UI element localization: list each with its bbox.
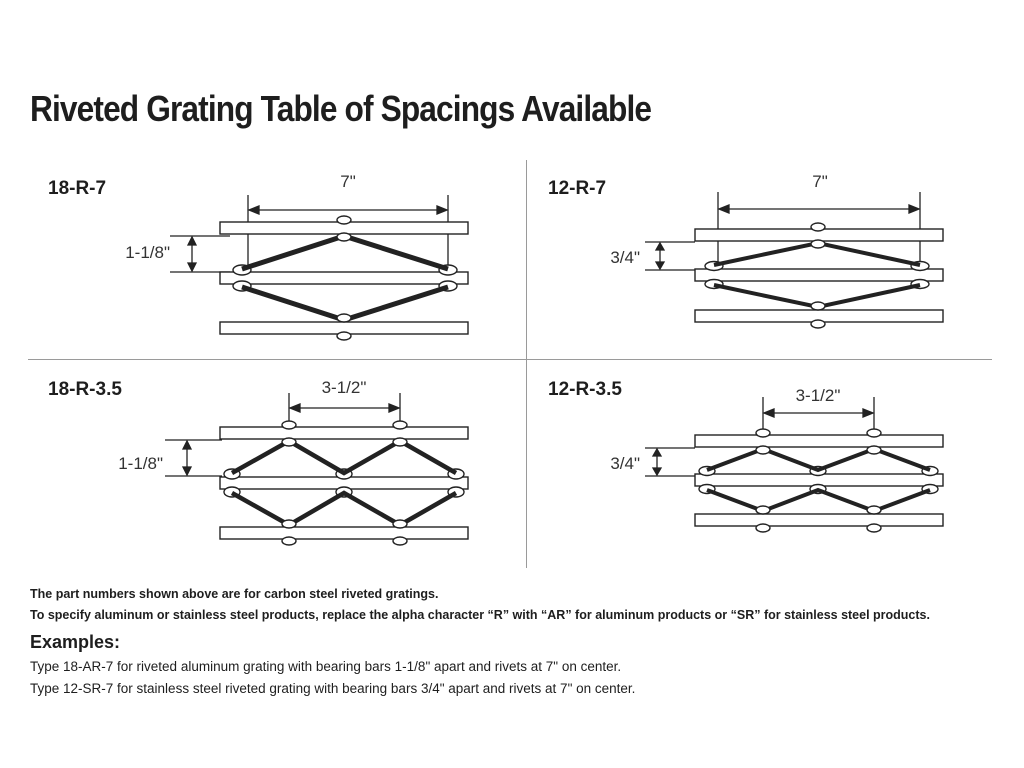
rivet-spacing-label: 7" — [340, 172, 356, 191]
example-line: Type 12-SR-7 for stainless steel riveted grating with bearing bars 3/4" apart and rivets at 7" on center. — [30, 681, 636, 696]
panel-12-r-7 — [500, 160, 1020, 355]
grating-drawing — [695, 429, 943, 532]
examples-heading: Examples: — [30, 632, 121, 652]
bar-spacing-label: 3/4" — [610, 248, 640, 267]
part-number-label: 18-R-7 — [48, 178, 107, 199]
panel-12-r-3-5 — [500, 365, 1020, 565]
part-number-label: 18-R-3.5 — [48, 379, 122, 400]
panel-18-r-3-5 — [0, 365, 520, 565]
rivet-spacing-label: 3-1/2" — [795, 386, 841, 405]
rivet-spacing-label: 3-1/2" — [321, 378, 367, 397]
note-carbon-steel: The part numbers shown above are for carbon steel riveted gratings. — [30, 587, 439, 601]
note-alloy-specification: To specify aluminum or stainless steel products, replace the alpha character “R” with “AR” for aluminum products or “SR” for stainless steel products. — [30, 608, 930, 622]
example-line: Type 18-AR-7 for riveted aluminum grating with bearing bars 1-1/8" apart and rivets at 7" on center. — [30, 659, 622, 674]
bar-spacing-label: 1-1/8" — [125, 243, 170, 262]
notes — [30, 584, 1010, 626]
page-title: Riveted Grating Table of Spacings Available — [30, 88, 652, 129]
rivet-spacing-label: 7" — [812, 172, 828, 191]
bar-spacing-label: 1-1/8" — [118, 454, 163, 473]
horizontal-divider — [28, 359, 992, 360]
grating-drawing — [695, 223, 943, 328]
examples-list — [30, 656, 1010, 700]
panel-18-r-7 — [0, 160, 520, 355]
grating-drawing — [220, 421, 468, 545]
part-number-label: 12-R-3.5 — [548, 379, 622, 400]
part-number-label: 12-R-7 — [548, 178, 607, 199]
grating-drawing — [220, 216, 468, 340]
bar-spacing-label: 3/4" — [610, 454, 640, 473]
